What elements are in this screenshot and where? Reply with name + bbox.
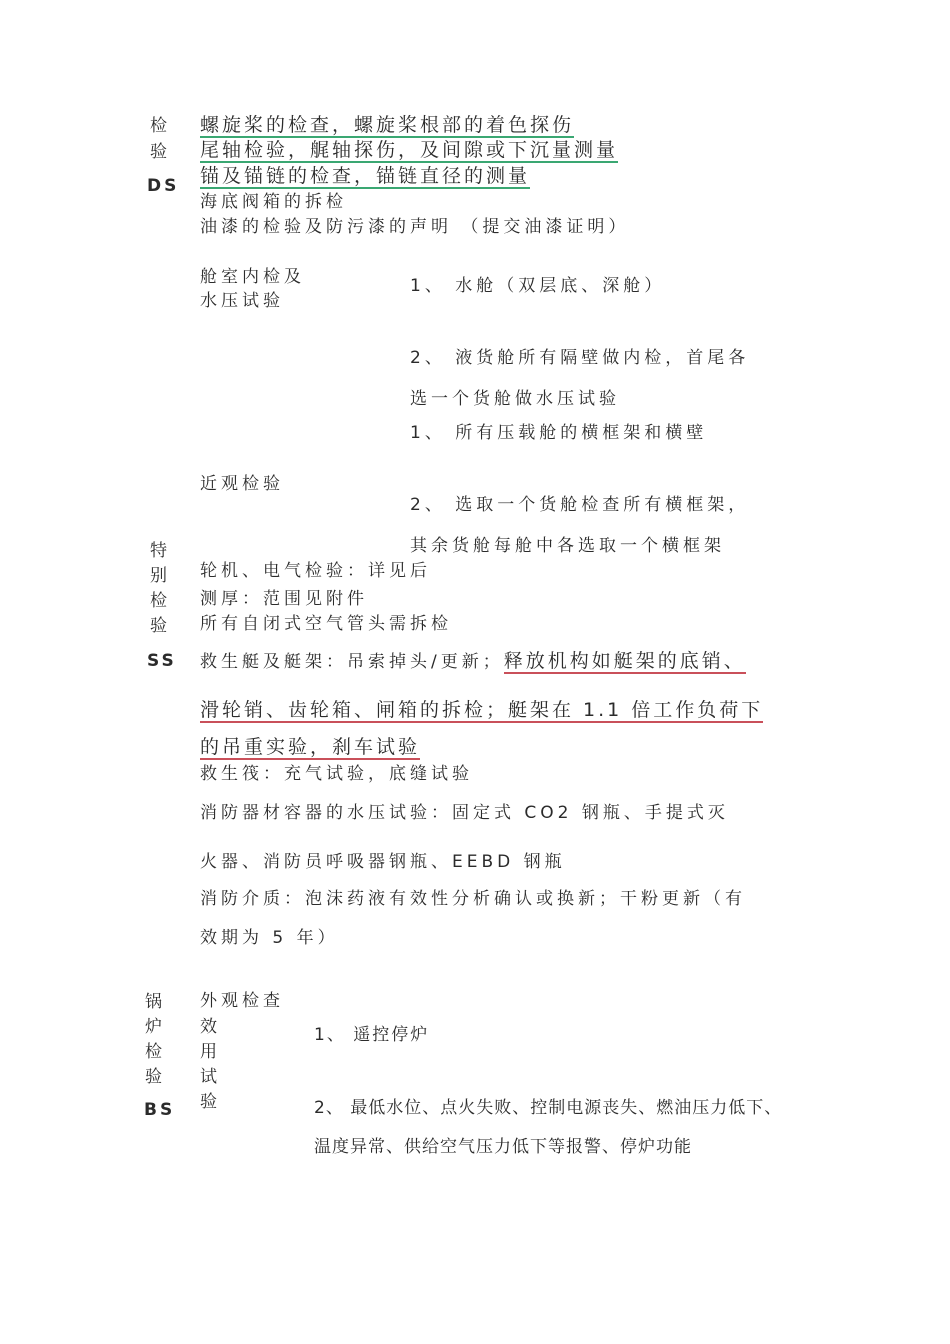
bs-item-1: 1、 遥控停炉 (314, 1025, 430, 1045)
bs-visual-check: 外观检查 (200, 991, 284, 1011)
ss-label-2: 别 (150, 566, 167, 586)
lifeboat-highlight-2: 滑轮销、齿轮箱、闸箱的拆检；艇架在 1.1 倍工作负荷下 (200, 699, 764, 721)
close-item-1: 1、 所有压载舱的横框架和横壁 (410, 423, 708, 443)
ds-label-1: 检 (150, 116, 167, 136)
bs-item-3: 温度异常、供给空气压力低下等报警、停炉功能 (314, 1137, 692, 1157)
ss-code: SS (147, 651, 177, 671)
fire-media-line-1: 消防介质：泡沫药液有效性分析确认或换新；干粉更新（有 (200, 889, 746, 909)
bs-label-4: 验 (145, 1067, 162, 1087)
lifeboat-prefix: 救生艇及艇架：吊索掉头/更新； (200, 652, 504, 672)
ds-propeller-line: 螺旋桨的检查，螺旋桨根部的着色探伤 (200, 114, 575, 136)
bs-effect-4: 验 (200, 1092, 217, 1112)
lifeboat-line-1 (200, 650, 746, 673)
tank-item-3: 选一个货舱做水压试验 (410, 389, 620, 409)
bs-code: BS (144, 1100, 176, 1120)
ss-label-3: 检 (150, 591, 167, 611)
liferaft-line: 救生筏：充气试验，底缝试验 (200, 764, 473, 784)
fire-media-line-2: 效期为 5 年） (200, 928, 339, 948)
close-item-3: 其余货舱每舱中各选取一个横框架 (410, 536, 725, 556)
close-item-2: 2、 选取一个货舱检查所有横框架， (410, 495, 750, 515)
tank-item-1: 1、 水舱（双层底、深舱） (410, 276, 666, 296)
bs-label-3: 检 (145, 1042, 162, 1062)
ds-tailshaft-line: 尾轴检验，艉轴探伤，及间隙或下沉量测量 (200, 139, 619, 161)
ss-label-1: 特 (150, 541, 167, 561)
bs-effect-1: 效 (200, 1017, 217, 1037)
bs-effect-3: 试 (200, 1067, 217, 1087)
fire-equipment-line-1: 消防器材容器的水压试验：固定式 CO2 钢瓶、手提式灭 (200, 803, 729, 823)
bs-effect-2: 用 (200, 1042, 217, 1062)
ss-thickness-line: 测厚：范围见附件 (200, 589, 368, 609)
ds-label-2: 验 (150, 142, 167, 162)
ds-anchor-line: 锚及锚链的检查，锚链直径的测量 (200, 165, 531, 187)
ds-code: DS (147, 176, 180, 196)
tank-label-1: 舱室内检及 (200, 267, 305, 287)
ds-paint-line: 油漆的检验及防污漆的声明 （提交油漆证明） (200, 217, 630, 237)
bs-item-2: 2、 最低水位、点火失败、控制电源丧失、燃油压力低下、 (314, 1098, 783, 1118)
ss-machinery-line: 轮机、电气检验：详见后 (200, 561, 431, 581)
ss-airpipe-line: 所有自闭式空气管头需拆检 (200, 614, 452, 634)
lifeboat-highlight-1: 释放机构如艇架的底销、 (503, 650, 746, 672)
ss-label-4: 验 (150, 616, 167, 636)
tank-label-2: 水压试验 (200, 291, 284, 311)
bs-label-1: 锅 (145, 992, 162, 1012)
ds-seachest-line: 海底阀箱的拆检 (200, 192, 347, 212)
lifeboat-highlight-3: 的吊重实验，刹车试验 (200, 736, 421, 758)
bs-label-2: 炉 (145, 1017, 162, 1037)
close-label: 近观检验 (200, 474, 284, 494)
fire-equipment-line-2: 火器、消防员呼吸器钢瓶、EEBD 钢瓶 (200, 852, 566, 872)
tank-item-2: 2、 液货舱所有隔壁做内检，首尾各 (410, 348, 750, 368)
